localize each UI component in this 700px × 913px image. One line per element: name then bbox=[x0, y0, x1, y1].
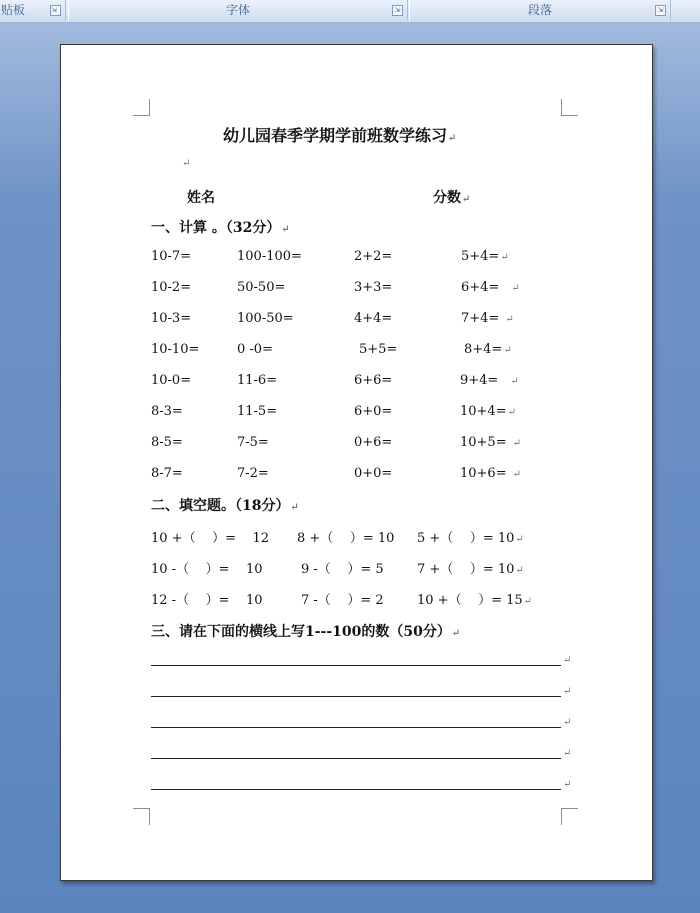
fill-cell: 7 +（ ）= 10↵ bbox=[417, 562, 524, 577]
crop-mark bbox=[133, 99, 150, 116]
calc-cell: 2+2= bbox=[354, 249, 393, 264]
section-fill-blank-heading: 二、填空题。（18分）↵ bbox=[151, 498, 299, 514]
score-label: 分数↵ bbox=[433, 190, 471, 206]
ribbon bbox=[0, 0, 700, 23]
dialog-launcher-icon[interactable]: ⇲ bbox=[50, 5, 61, 16]
fill-cell: 10 -（ ）= 10 bbox=[151, 562, 263, 577]
writing-line[interactable] bbox=[151, 727, 561, 728]
writing-line[interactable] bbox=[151, 789, 561, 790]
ribbon-group-font[interactable] bbox=[68, 0, 408, 21]
ribbon-group-paragraph-label: 段落 bbox=[527, 3, 552, 17]
calc-cell: 5+5= bbox=[359, 342, 398, 357]
calc-cell: 7-2= bbox=[237, 466, 269, 481]
calc-cell: 9+4= ↵ bbox=[460, 373, 519, 388]
paragraph-mark: ↵ bbox=[563, 686, 572, 697]
calc-cell: 0+6= bbox=[354, 435, 393, 450]
paragraph-mark: ↵ bbox=[563, 779, 572, 790]
calc-cell: 11-5= bbox=[237, 404, 278, 419]
calc-cell: 10+6= ↵ bbox=[460, 466, 521, 481]
paragraph-mark: ↵ bbox=[563, 748, 572, 759]
calc-cell: 7-5= bbox=[237, 435, 269, 450]
fill-cell: 12 -（ ）= 10 bbox=[151, 593, 263, 608]
calc-cell: 6+4= ↵ bbox=[461, 280, 520, 295]
dialog-launcher-icon[interactable]: ⇲ bbox=[392, 5, 403, 16]
ribbon-group-font-label: 字体 bbox=[225, 3, 250, 17]
calc-cell: 6+6= bbox=[354, 373, 393, 388]
document-title: 幼儿园春季学期学前班数学练习↵ bbox=[223, 126, 457, 145]
dialog-launcher-icon[interactable]: ⇲ bbox=[655, 5, 666, 16]
crop-mark bbox=[133, 808, 150, 825]
calc-cell: 8-5= bbox=[151, 435, 183, 450]
writing-line[interactable] bbox=[151, 696, 561, 697]
calc-cell: 4+4= bbox=[354, 311, 393, 326]
paragraph-mark: ↵ bbox=[563, 717, 572, 728]
calc-cell: 10-3= bbox=[151, 311, 192, 326]
fill-cell: 9 -（ ）= 5 bbox=[301, 562, 384, 577]
calc-cell: 8-3= bbox=[151, 404, 183, 419]
calc-cell: 0 -0= bbox=[237, 342, 273, 357]
calc-cell: 100-100= bbox=[237, 249, 302, 264]
ribbon-group-clipboard[interactable] bbox=[0, 0, 66, 21]
calc-cell: 10+5= ↵ bbox=[460, 435, 521, 450]
name-label: 姓名 bbox=[187, 190, 215, 206]
calc-cell: 3+3= bbox=[354, 280, 393, 295]
ribbon-group-clipboard-label: 贴板 bbox=[1, 3, 26, 17]
calc-cell: 10-2= bbox=[151, 280, 192, 295]
calc-cell: 10-10= bbox=[151, 342, 200, 357]
fill-cell: 10 +（ ）= 12 bbox=[151, 531, 270, 546]
ribbon-group-paragraph[interactable] bbox=[409, 0, 671, 21]
crop-mark bbox=[561, 99, 578, 116]
document-page[interactable] bbox=[60, 44, 653, 881]
section-calculation-heading: 一、计算 。（32分）↵ bbox=[151, 220, 290, 236]
calc-cell: 10-0= bbox=[151, 373, 192, 388]
calc-cell: 10-7= bbox=[151, 249, 192, 264]
writing-line[interactable] bbox=[151, 758, 561, 759]
fill-cell: 10 +（ ）= 15↵ bbox=[417, 593, 533, 608]
calc-cell: 6+0= bbox=[354, 404, 393, 419]
empty-paragraph: ↵ bbox=[182, 158, 191, 169]
writing-line[interactable] bbox=[151, 665, 561, 666]
calc-cell: 10+4=↵ bbox=[460, 404, 516, 419]
calc-cell: 11-6= bbox=[237, 373, 278, 388]
calc-cell: 8-7= bbox=[151, 466, 183, 481]
calc-cell: 5+4=↵ bbox=[461, 249, 509, 264]
section-write-numbers-heading: 三、请在下面的横线上写1---100的数（50分）↵ bbox=[151, 624, 461, 640]
paragraph-mark: ↵ bbox=[563, 655, 572, 666]
calc-cell: 7+4= ↵ bbox=[461, 311, 514, 326]
calc-cell: 50-50= bbox=[237, 280, 286, 295]
fill-cell: 7 -（ ）= 2 bbox=[301, 593, 384, 608]
calc-cell: 0+0= bbox=[354, 466, 393, 481]
fill-cell: 8 +（ ）= 10 bbox=[297, 531, 395, 546]
calc-cell: 100-50= bbox=[237, 311, 294, 326]
calc-cell: 8+4=↵ bbox=[464, 342, 512, 357]
crop-mark bbox=[561, 808, 578, 825]
fill-cell: 5 +（ ）= 10↵ bbox=[417, 531, 524, 546]
